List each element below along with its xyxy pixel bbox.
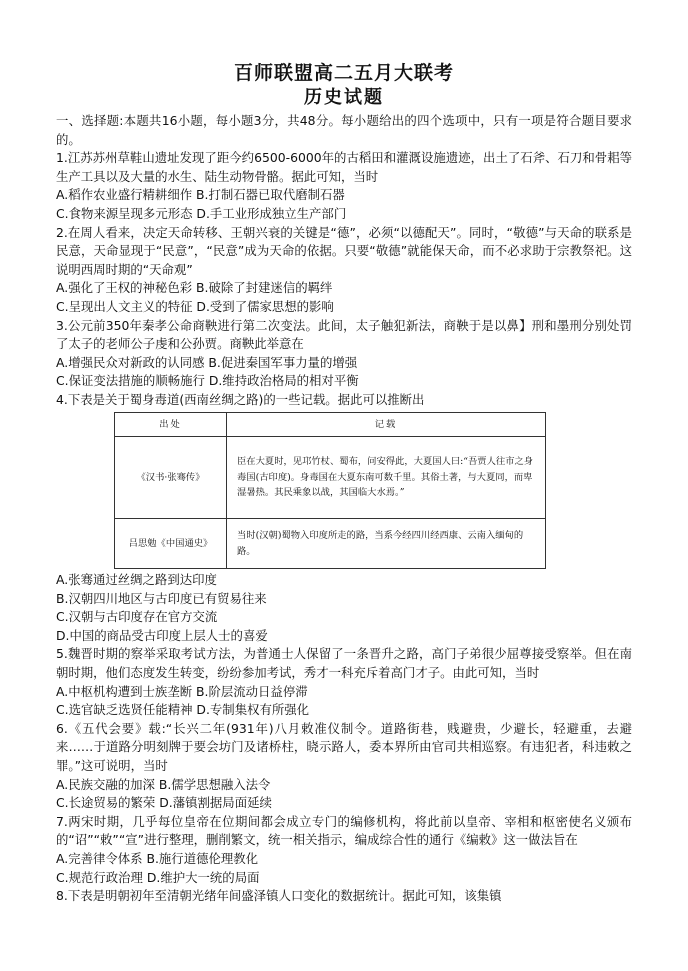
question-5-stem: 5.魏晋时期的察举采取考试方法，为普通士人保留了一条晋升之路，高门子弟很少屈尊接受察举。但在南朝时期，他们态度发生转变，纷纷参加考试，秀才一科充斥着高门才子。由此可知，当时	[56, 646, 632, 680]
question-1-stem: 1.江苏苏州草鞋山遗址发现了距今约6500-6000年的古稻田和灌溉设施遗迹，出土了石斧、石刀和骨耜等生产工具以及大量的水生、陆生动物骨骼。据此可知，当时	[56, 150, 632, 184]
question-3-options-cd: C.保证变法措施的顺畅施行 D.维持政治格局的相对平衡	[56, 373, 359, 389]
table-cell-record: 臣在大夏时，见邛竹杖、蜀布，问安得此，大夏国人曰:“吾贾人往市之身毒国(古印度)。身毒国在大夏东南可数千里。其俗土著，与大夏同，而卑湿暑热。其民乘象以战，其国临大水焉。”	[227, 437, 546, 519]
question-4-option-a: A.张骞通过丝绸之路到达印度	[56, 572, 217, 587]
question-8-stem: 8.下表是明朝初年至清朝光绪年间盛泽镇人口变化的数据统计。据此可知，该集镇	[56, 888, 502, 904]
table-row	[115, 437, 546, 519]
exam-subtitle: 历史试题	[304, 87, 384, 108]
question-1-options-cd: C.食物来源呈现多元形态 D.手工业形成独立生产部门	[56, 205, 347, 221]
section-instruction: 一、选择题:本题共16小题，每小题3分，共48分。每小题给出的四个选项中，只有一项是符合题目要求的。	[56, 113, 632, 147]
table-header-source: 出处	[115, 412, 227, 437]
exam-title: 百师联盟高二五月大联考	[233, 62, 454, 84]
question-4-option-b: B.汉朝四川地区与古印度已有贸易往来	[56, 590, 267, 606]
question-4-option-c: C.汉朝与古印度存在官方交流	[56, 609, 218, 625]
question-7-stem: 7.两宋时期，几乎每位皇帝在位期间都会成立专门的编修机构，将此前以皇帝、宰相和枢密使名义颁布的“诏”“敕”“宣”进行整理，删削繁文，统一相关指示，编成综合性的通行《编敕》这一做法旨在	[56, 813, 632, 848]
question-5-options-ab: A.中枢机构遭到士族垄断 B.阶层流动日益停滞	[56, 683, 308, 699]
question-5-options-cd: C.选官缺乏选贤任能精神 D.专制集权有所强化	[56, 702, 310, 718]
question-7-options-cd: C.规范行政治理 D.维护大一统的局面	[56, 869, 260, 885]
question-3-stem: 3.公元前350年秦孝公命商鞅进行第二次变法。此间，太子触犯新法，商鞅于是以鼻】刑和墨刑分别处罚了太子的老师公子虔和公孙贾。商鞅此举意在	[56, 317, 632, 352]
table-cell-source: 吕思勉《中国通史》	[115, 519, 227, 569]
question-2-options-cd: C.呈现出人文主义的特征 D.受到了儒家思想的影响	[56, 298, 334, 314]
table-header-record: 记载	[227, 412, 546, 437]
question-4-option-d: D.中国的商品受古印度上层人士的喜爱	[56, 627, 268, 643]
question-2-stem: 2.在周人看来，决定天命转移、王朝兴衰的关键是“德”，必须“以德配天”。同时，“敬德”与天命的联系是民意，天命显现于“民意”，“民意”成为天命的依据。只要“敬德”就能保天命，而不必求助于宗教祭祀。这说明西周时期的“天命观”	[56, 224, 632, 277]
question-6-options-ab: A.民族交融的加深 B.儒学思想融入法令	[56, 776, 271, 792]
question-2-options-ab: A.强化了王权的神秘色彩 B.破除了封建迷信的羁绊	[56, 280, 333, 296]
question-4-stem: 4.下表是关于蜀身毒道(西南丝绸之路)的一些记载。据此可以推断出	[56, 391, 425, 407]
question-3-options-ab: A.增强民众对新政的认同感 B.促进秦国军事力量的增强	[56, 354, 358, 370]
question-1-options-ab: A.稻作农业盛行精耕细作 B.打制石器已取代磨制石器	[56, 187, 345, 203]
question-6-options-cd: C.长途贸易的繁荣 D.藩镇割据局面延续	[56, 795, 272, 811]
table-cell-record: 当时(汉朝)蜀物入印度所走的路，当系今经四川经西康、云南入缅甸的路。	[227, 519, 546, 569]
question-7-options-ab: A.完善律令体系 B.施行道德伦理教化	[56, 850, 259, 866]
table-cell-source: 《汉书·张骞传》	[115, 437, 227, 519]
silk-road-records-table	[114, 412, 546, 570]
table-row	[115, 519, 546, 569]
question-6-stem: 6.《五代会要》载:“长兴二年(931年)八月敕准仪制令。道路街巷，贱避贵，少避长，轻避重，去避来……于道路分明刻牌于要会坊门及诸桥柱，晓示路人，委本界所由官司共相巡察。有违犯者，科违敕之罪。”这可说明，当时	[56, 720, 632, 773]
